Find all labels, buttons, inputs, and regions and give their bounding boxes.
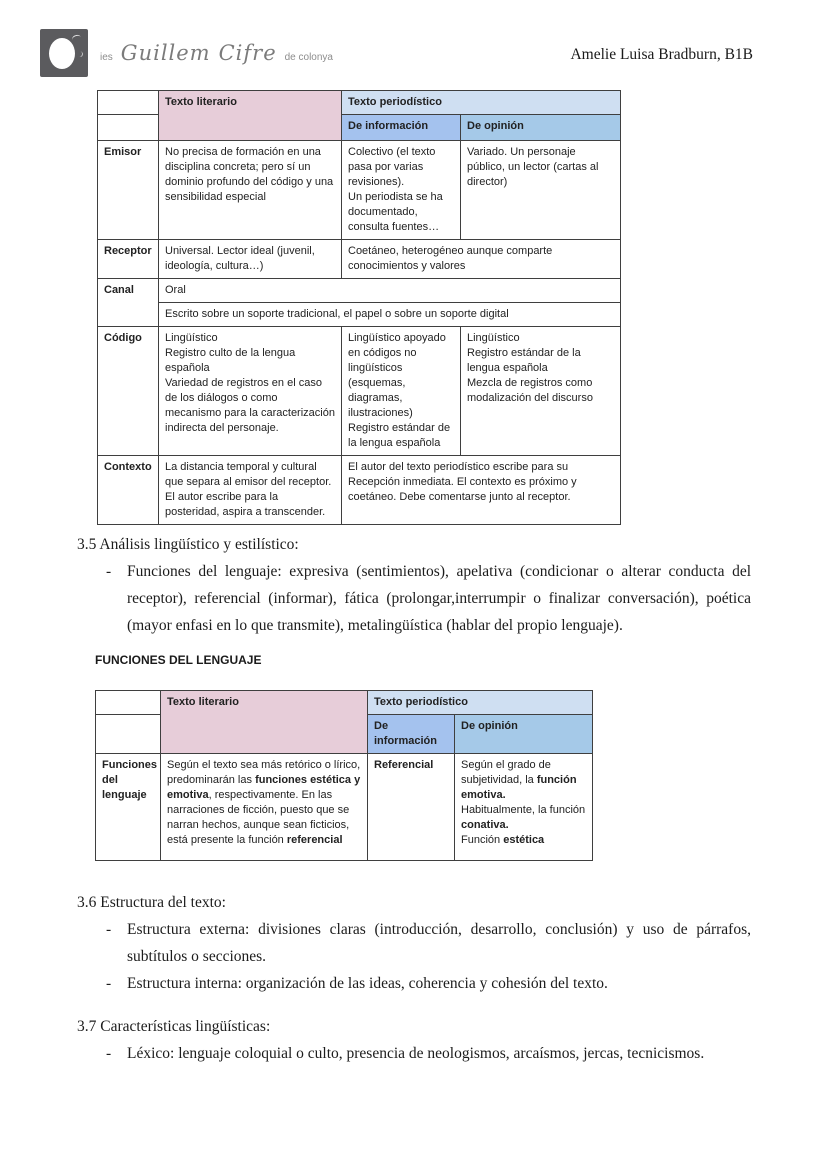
- row-label-emisor: Emisor: [98, 141, 159, 240]
- empty-corner-cell: [98, 115, 159, 141]
- bullet-text: Estructura externa: divisiones claras (introducción, desarrollo, conclusión) y uso de párrafos, subtítulos o secciones.: [127, 921, 751, 965]
- cell-emisor-literario: No precisa de formación en una disciplina concreta; pero sí un dominio profundo del código y una sensibilidad especial: [159, 141, 342, 240]
- cell-codigo-opinion: Lingüístico Registro estándar de la lengua española Mezcla de registros como modalización del discurso: [461, 327, 621, 456]
- list-item: [77, 916, 751, 970]
- funciones-del-lenguaje-title: FUNCIONES DEL LENGUAJE: [95, 653, 262, 667]
- bullet-text: Estructura interna: organización de las ideas, coherencia y cohesión del texto.: [127, 975, 608, 992]
- row-label-canal: Canal: [98, 279, 159, 327]
- table-row: [98, 240, 621, 279]
- cell-funciones-opinion: Según el grado de subjetividad, la función emotiva. Habitualmente, la función conativa. Función estética: [455, 754, 593, 861]
- bullet-marker: -: [106, 975, 112, 992]
- logo-name-cifre: Cifre: [218, 41, 277, 65]
- cell-funciones-informacion: Referencial: [368, 754, 455, 861]
- bullet-text: Funciones del lenguaje: expresiva (sentimientos), apelativa (condicionar o alterar conducta del receptor), referencial (informar), fática (prolongar,interrumpir o finalizar conversación), poética (mayor enfasi en lo que transmite), metalingüística (hablar del propio lenguaje).: [127, 563, 751, 634]
- student-name: Amelie Luisa Bradburn, B1B: [570, 46, 753, 63]
- section-3-5: [77, 531, 751, 639]
- header-de-informacion: De información: [342, 115, 461, 141]
- table-row: [98, 91, 621, 115]
- header-texto-periodistico: Texto periodístico: [368, 691, 593, 715]
- table-row: [98, 456, 621, 525]
- bullet-text: Léxico: lenguaje coloquial o culto, presencia de neologismos, arcaísmos, jercas, tecnicismos.: [127, 1045, 705, 1062]
- logo-prefix: ies: [100, 52, 113, 63]
- list-item: [77, 558, 751, 639]
- header-de-opinion: De opinión: [455, 715, 593, 754]
- row-label-receptor: Receptor: [98, 240, 159, 279]
- table-row: [96, 691, 593, 715]
- row-label-codigo: Código: [98, 327, 159, 456]
- empty-corner-cell: [98, 91, 159, 115]
- logo-flourish-icon: [71, 34, 82, 43]
- cell-codigo-literario: Lingüístico Registro culto de la lengua española Variedad de registros en el caso de los diálogos o como mecanismo para la caracterización indirecta del personaje.: [159, 327, 342, 456]
- table-row: [98, 303, 621, 327]
- funciones-table: [95, 690, 593, 861]
- row-label-contexto: Contexto: [98, 456, 159, 525]
- cell-canal-oral: Oral: [159, 279, 621, 303]
- section-3-7: [77, 1013, 751, 1067]
- logo-suffix: de colonya: [284, 52, 333, 63]
- section-3-6-heading: 3.6 Estructura del texto:: [77, 894, 226, 911]
- cell-receptor-periodistico: Coetáneo, heterogéneo aunque comparte conocimientos y valores: [342, 240, 621, 279]
- school-name: [100, 41, 333, 65]
- comparison-table: [97, 90, 621, 525]
- header-texto-literario: Texto literario: [161, 691, 368, 754]
- empty-corner-cell: [96, 715, 161, 754]
- section-3-6: [77, 889, 751, 997]
- table-row: [98, 141, 621, 240]
- empty-corner-cell: [96, 691, 161, 715]
- cell-contexto-periodistico: El autor del texto periodístico escribe para su Recepción inmediata. El contexto es próximo y coetáneo. Debe comentarse junto al receptor.: [342, 456, 621, 525]
- logo-oval-icon: [49, 38, 75, 69]
- list-item: [77, 1040, 751, 1067]
- cell-emisor-opinion: Variado. Un personaje público, un lector (cartas al director): [461, 141, 621, 240]
- table-row: [96, 754, 593, 861]
- bullet-marker: -: [106, 1045, 112, 1062]
- table-row: [98, 327, 621, 456]
- school-logo: [40, 29, 333, 77]
- list-item: [77, 970, 751, 997]
- cell-funciones-literario: Según el texto sea más retórico o lírico, predominarán las funciones estética y emotiva, respectivamente. En las narraciones de ficción, puesto que se narran hechos, aunque sean ficticios, está presente la función referencial: [161, 754, 368, 861]
- row-label-funciones: Funciones del lenguaje: [96, 754, 161, 861]
- header-texto-periodistico: Texto periodístico: [342, 91, 621, 115]
- bullet-marker: -: [106, 563, 112, 580]
- school-logo-icon: [40, 29, 88, 77]
- section-3-5-heading: 3.5 Análisis lingüístico y estilístico:: [77, 536, 299, 553]
- header-texto-literario: Texto literario: [159, 91, 342, 141]
- cell-codigo-informacion: Lingüístico apoyado en códigos no lingüísticos (esquemas, diagramas, ilustraciones) Registro estándar de la lengua española: [342, 327, 461, 456]
- header-de-opinion: De opinión: [461, 115, 621, 141]
- section-3-7-heading: 3.7 Características lingüísticas:: [77, 1018, 271, 1035]
- header-de-informacion: De información: [368, 715, 455, 754]
- logo-name-guillem: Guillem: [120, 41, 211, 65]
- cell-contexto-literario: La distancia temporal y cultural que separa al emisor del receptor. El autor escribe para la posteridad, aspira a transcender.: [159, 456, 342, 525]
- bullet-marker: -: [106, 921, 112, 938]
- cell-canal-escrito: Escrito sobre un soporte tradicional, el papel o sobre un soporte digital: [159, 303, 621, 327]
- table-row: [98, 279, 621, 303]
- cell-receptor-literario: Universal. Lector ideal (juvenil, ideología, cultura…): [159, 240, 342, 279]
- cell-emisor-informacion: Colectivo (el texto pasa por varias revisiones). Un periodista se ha documentado, consulta fuentes…: [342, 141, 461, 240]
- logo-flourish-icon: [75, 50, 83, 57]
